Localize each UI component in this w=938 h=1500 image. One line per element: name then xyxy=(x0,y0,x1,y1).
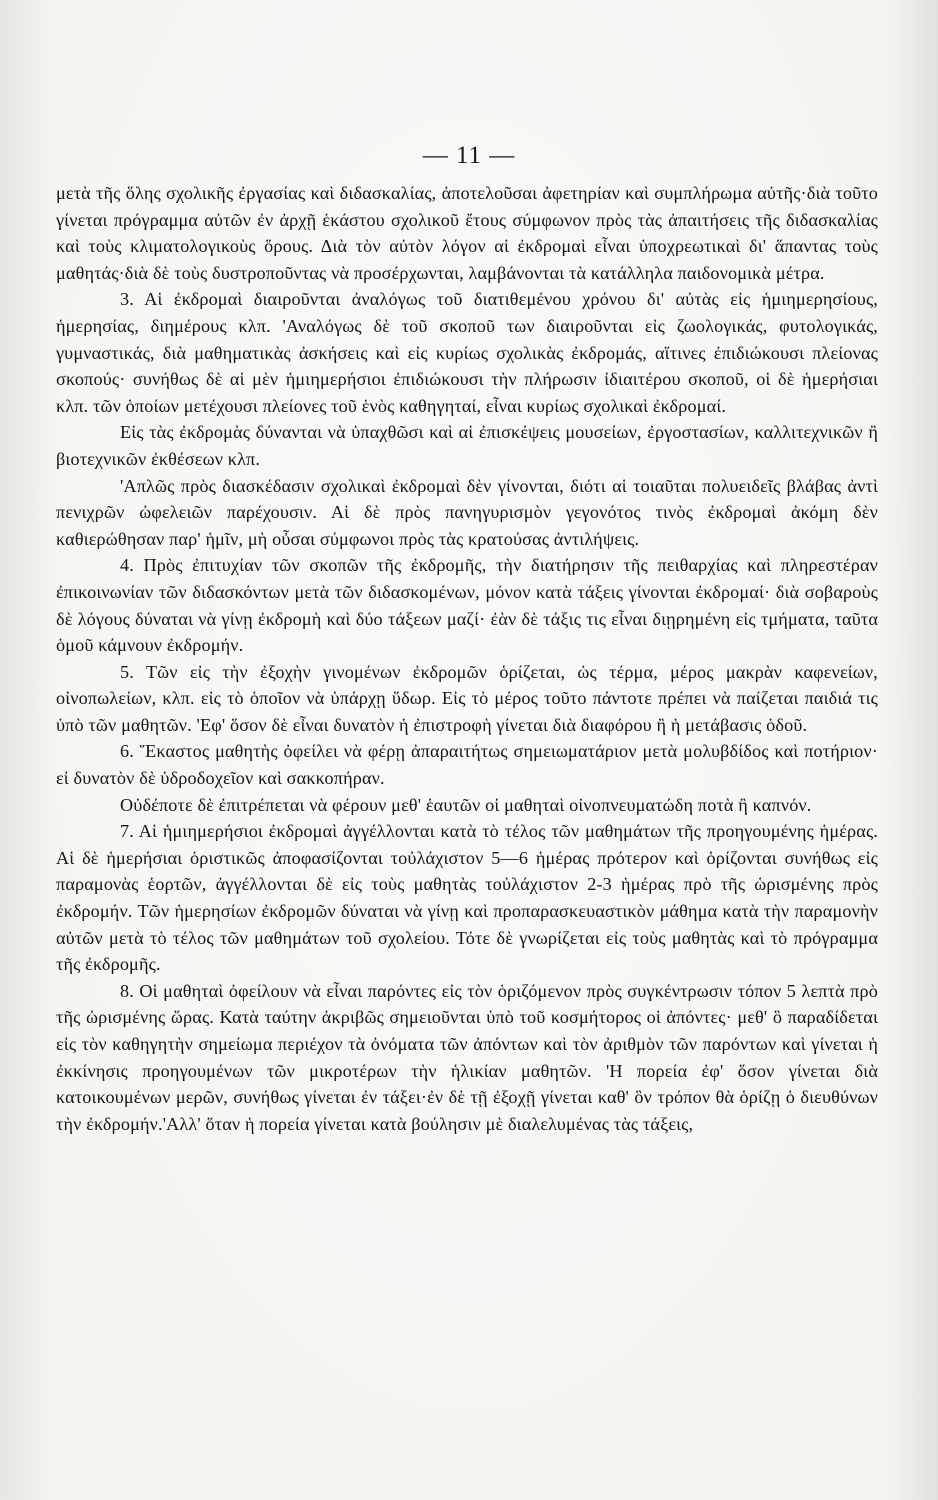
paragraph-visits: Εἰς τὰς ἐκδρομὰς δύνανται νὰ ὑπαχθῶσι καὶ αἱ ἐπισκέψεις μουσείων, ἐργοστασίων, καλλιτεχνικῶν ἢ βιοτεχνικῶν ἐκθέσεων κλπ. xyxy=(56,422,878,469)
paragraph-continuation: μετὰ τῆς ὅλης σχολικῆς ἐργασίας καὶ διδασκαλίας, ἀποτελοῦσαι ἀφετηρίαν καὶ συμπλήρωμα αὐτῆς·διὰ τοῦτο γίνεται πρόγραμμα αὐτῶν ἐν ἀρχῇ ἑκάστου σχολικοῦ ἔτους σύμφωνον πρὸς τὰς ἀπαιτήσεις τῆς διδασκαλίας καὶ τοὺς κλιματολογικοὺς ὅρους. Διὰ τὸν αὐτὸν λόγον αἱ ἐκδρομαὶ εἶναι ὑποχρεωτικαὶ δι' ἅπαντας τοὺς μαθητάς·διὰ δὲ τοὺς δυστροποῦντας νὰ προσέρχωνται, λαμβάνονται τὰ κατάλληλα παιδονομικὰ μέτρα. xyxy=(56,183,878,283)
paragraph-8: 8. Οἱ μαθηταὶ ὀφείλουν νὰ εἶναι παρόντες εἰς τὸν ὁριζόμενον πρὸς συγκέντρωσιν τόπον 5 λεπτὰ πρὸ τῆς ὡρισμένης ὥρας. Κατὰ ταύτην ἀκριβῶς σημειοῦνται ὑπὸ τοῦ κοσμήτορος οἱ ἀπόντες· μεθ' ὃ παραδίδεται εἰς τὸν καθηγητὴν σημείωμα περιέχον τὰ ὀνόματα τῶν ἀπόντων καὶ τὸν ἀριθμὸν τῶν παρόντων καὶ γίνεται ἡ ἐκκίνησις προηγουμένων τῶν μικροτέρων τὴν ἡλικίαν μαθητῶν. 'Η πορεία ἐφ' ὅσον γίνεται διὰ κατοικουμένων μερῶν, συνήθως γίνεται ἐν τάξει·ἐν δὲ τῇ ἐξοχῇ γίνεται καθ' ὃν τρόπον θὰ ὁρίζῃ ὁ διευθύνων τὴν ἐκδρομήν.'Αλλ' ὅταν ἡ πορεία γίνεται κατὰ βούλησιν μὲ διαλελυμένας τὰς τάξεις, xyxy=(56,980,878,1134)
body-text xyxy=(56,180,878,1137)
page-number: — 11 — xyxy=(422,142,516,169)
paragraph-5: 5. Τῶν εἰς τὴν ἐξοχὴν γινομένων ἐκδρομῶν ὁρίζεται, ὡς τέρμα, μέρος μακρὰν καφενείων, οἰνοπωλείων, κλπ. εἰς τὸ ὁποῖον νὰ ὑπάρχῃ ὕδωρ. Εἰς τὸ μέρος τοῦτο πάντοτε πρέπει νὰ παίζεται παιδιά τις ὑπὸ τῶν μαθητῶν. 'Εφ' ὅσον δὲ εἶναι δυνατὸν ἡ ἐπιστροφὴ γίνεται διὰ διαφόρου ἢ ἡ μετάβασις ὁδοῦ. xyxy=(56,661,878,735)
paragraph-amusement: 'Απλῶς πρὸς διασκέδασιν σχολικαὶ ἐκδρομαὶ δὲν γίνονται, διότι αἱ τοιαῦται πολυειδεῖς βλάβας ἀντὶ πενιχρῶν ὠφελειῶν παρέχουσιν. Αἱ δὲ πρὸς πανηγυρισμὸν γεγονότος τινὸς ἐκδρομαὶ ἀκόμη δὲν καθιερώθησαν παρ' ἡμῖν, μὴ οὖσαι σύμφωνοι πρὸς τὰς κρατούσας ἀντιλήψεις. xyxy=(56,475,878,549)
paragraph-7: 7. Αἱ ἡμιημερήσιοι ἐκδρομαὶ ἀγγέλλονται κατὰ τὸ τέλος τῶν μαθημάτων τῆς προηγουμένης ἡμέρας. Αἱ δὲ ἡμερήσιαι ὁριστικῶς ἀποφασίζονται τοὐλάχιστον 5—6 ἡμέρας πρότερον καὶ ὁρίζονται συνήθως εἰς παραμονὰς ἑορτῶν, ἀγγέλλονται δὲ εἰς τοὺς μαθητὰς τοὐλάχιστον 2-3 ἡμέρας πρὸ τῆς ὡρισμένης πρὸς ἐκδρομήν. Τῶν ἡμερησίων ἐκδρομῶν δύναται νὰ γίνῃ καὶ προπαρασκευαστικὸν μάθημα κατὰ τὴν παραμονὴν αὐτῶν μετὰ τὸ τέλος τῶν μαθημάτων τοῦ σχολείου. Τότε δὲ γνωρίζεται εἰς τοὺς μαθητὰς καὶ τὸ πρόγραμμα τῆς ἐκδρομῆς. xyxy=(56,821,878,975)
paragraph-6: 6. Ἕκαστος μαθητὴς ὀφείλει νὰ φέρῃ ἀπαραιτήτως σημειωματάριον μετὰ μολυβδίδος καὶ ποτήριον· εἰ δυνατὸν δὲ ὑδροδοχεῖον καὶ σακκοπήραν. xyxy=(56,741,878,789)
paragraph-3: 3. Αἱ ἐκδρομαὶ διαιροῦνται ἀναλόγως τοῦ διατιθεμένου χρόνου δι' αὐτὰς εἰς ἡμιημερησίους, ἡμερησίας, διημέρους κλπ. 'Αναλόγως δὲ τοῦ σκοποῦ των διαιροῦνται εἰς ζωολογικάς, φυτολογικάς, γυμναστικάς, διὰ μαθηματικὰς ἀσκήσεις καὶ εἰς κυρίως σχολικὰς ἐκδρομάς, αἵτινες ἐπιδιώκουσι πλείονας σκοπούς· συνήθως δὲ αἱ μὲν ἡμιημερήσιοι ἐπιδιώκουσι τὴν πλήρωσιν ἰδιαιτέρου σκοποῦ, οἱ δὲ ἡμερήσιαι κλπ. τῶν ὁποίων μετέχουσι πλείονες τοῦ ἑνὸς καθηγηταί, εἶναι κυρίως σχολικαὶ ἐκδρομαί. xyxy=(56,289,878,416)
paragraph-4: 4. Πρὸς ἐπιτυχίαν τῶν σκοπῶν τῆς ἐκδρομῆς, τὴν διατήρησιν τῆς πειθαρχίας καὶ πληρεστέραν ἐπικοινωνίαν τῶν διδασκόντων μετὰ τῶν διδασκομένων, μόνον κατὰ τάξεις γίνονται ἐκδρομαί· διὰ σοβαροὺς δὲ λόγους δύναται νὰ γίνῃ ἐκδρομὴ καὶ δύο τάξεων μαζί· ἐὰν δὲ τάξις τις εἶναι διῃρημένη εἰς τμήματα, ταῦτα ὁμοῦ κάμνουν ἐκδρομήν. xyxy=(56,555,878,656)
paragraph-prohibition: Οὐδέποτε δὲ ἐπιτρέπεται νὰ φέρουν μεθ' ἑαυτῶν οἱ μαθηταὶ οἰνοπνευματώδη ποτὰ ἢ καπνόν. xyxy=(120,794,812,815)
